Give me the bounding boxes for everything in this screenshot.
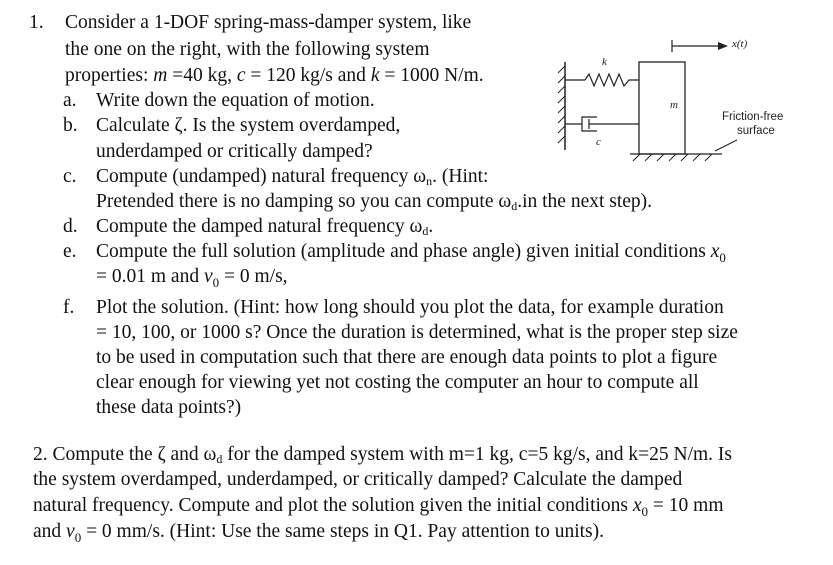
q1a-marker: a. [63,90,77,111]
q1b-text: Calculate ζ. Is the system overdamped, [96,115,401,136]
q1c-marker: c. [63,166,77,187]
friction-free-label: Friction-free [722,111,784,123]
q1d-text: Compute the damped natural frequency $\omega_d$. [96,216,434,238]
displacement-label: x(t) [732,38,748,50]
ground-hatching [633,154,712,161]
q1f-line-5: these data points?) [96,397,242,418]
q1f-line-2: = 10, 100, or 1000 s? Once the duration is determined, what is the proper step size [96,322,738,343]
wall-hatching [558,66,565,143]
spring [565,74,639,86]
q1f-line-4: clear enough for viewing yet not costing the computer an hour to compute all [96,372,699,393]
q1c-text: Compute (undamped) natural frequency $\omega_n$. (Hint: [96,166,489,188]
q1c-text-2: Pretended there is no damping so you can compute $\omega_d.in$ the next step). [96,191,653,213]
q1f-line-3: to be used in computation such that there are enough data points to plot a figure [96,347,718,368]
q1a-text: Write down the equation of motion. [96,90,375,111]
q1-number: 1. [29,12,44,33]
q2-line-2: the system overdamped, underdamped, or critically damped? Calculate the damped [33,469,683,490]
q1-line-1: Consider a 1-DOF spring-mass-damper system, like [65,12,472,33]
q1e-text-2: = 0.01 m and $v_0 = 0$ m/s, [96,266,288,290]
surface-label: surface [737,125,775,137]
q1f-line-1: Plot the solution. (Hint: how long should you plot the data, for example duration [96,297,724,318]
damper-c-label: c [596,136,601,148]
mass-m-label: m [670,99,678,111]
q1e-text: Compute the full solution (amplitude and phase angle) given initial conditions $x_0$ [96,241,726,265]
q1b-text-2: underdamped or critically damped? [96,141,373,162]
damper [565,117,639,131]
spring-k-label: k [602,56,607,68]
q1e-marker: e. [63,241,77,262]
q1b-marker: b. [63,115,78,136]
q1d-marker: d. [63,216,78,237]
q2-line-3: natural frequency. Compute and plot the solution given the initial conditions $x_0 = 10$ mm [33,495,724,519]
q2-line-1: 2. Compute the ζ and $\omega_d$ for the damped system with m=1 kg, c=5 kg/s, and k=25 N/m. Is [33,444,732,466]
q1f-marker: f. [63,297,75,318]
q1-line-2: the one on the right, with the following system [65,39,430,60]
mass-block [639,62,685,154]
surface-leader-line [715,140,737,151]
q1-properties-line: properties: m =40 kg, c = 120 kg/s and k = 1000 N/m. [65,65,484,86]
q2-line-4: and $v_0 = 0$ mm/s. (Hint: Use the same steps in Q1. Pay attention to units). [33,521,605,545]
displacement-arrow [672,40,728,52]
